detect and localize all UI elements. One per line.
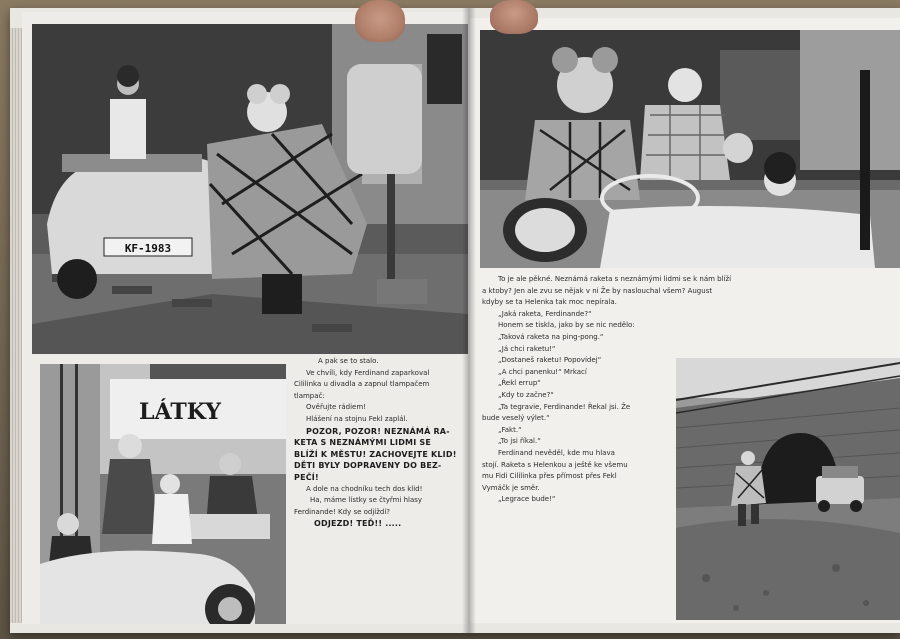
dialog-line: Ferdinand nevěděl, kde mu hlava bbox=[498, 448, 615, 457]
right-text-line: „Jaká raketa, Ferdinande?“ bbox=[498, 309, 592, 318]
right-text-line: Honem se tiskla, jako by se nic nedělo: bbox=[498, 321, 635, 330]
left-text-line-bold: BLÍŽÍ K MĚSTU! ZACHOVEJTE KLID! bbox=[294, 449, 457, 459]
right-page bbox=[470, 18, 900, 623]
photo-clown-car bbox=[32, 24, 468, 354]
right-text-top bbox=[482, 274, 898, 332]
page-edges bbox=[10, 28, 22, 623]
left-text-line: A pak se to stalo. bbox=[318, 357, 379, 365]
left-text-line: Ve chvíli, kdy Ferdinand zaparkoval bbox=[306, 368, 430, 377]
right-text-line: To je ale pěkné. Neznámá raketa s neznámými lidmi se k nám blíží bbox=[498, 275, 732, 283]
left-text-line: Ověřujte rádiem! bbox=[306, 403, 366, 412]
dialog-line: „Legrace bude!“ bbox=[498, 495, 556, 504]
shop-sign-text: LÁTKY bbox=[139, 399, 221, 425]
right-text-line: a ktoby? Jen ale zvu se nějak v ni Že by naslouchal všem? August bbox=[482, 286, 713, 295]
dialog-line: „A chci panenku!“ Mrkací bbox=[498, 367, 587, 376]
left-text-line-bold: DĚTI BYLY DOPRAVENY DO BEZ- bbox=[294, 461, 442, 471]
left-text-line: Cililinka u divadla a zapnul tlampačem bbox=[294, 380, 430, 389]
left-text-line: Hlášení na stojnu Fekl zaplál. bbox=[306, 414, 408, 423]
photo-clown-kids bbox=[480, 30, 900, 268]
right-text-dialog bbox=[482, 332, 674, 506]
dialog-line: Vymáčk je směr. bbox=[482, 483, 540, 492]
photo-group-car bbox=[40, 364, 286, 624]
dialog-line: bude veselý výlet.“ bbox=[482, 414, 550, 423]
dialog-line: „To jsi říkal.“ bbox=[498, 437, 541, 446]
open-book bbox=[10, 8, 900, 633]
left-text-line: A dole na chodníku tech dos klid! bbox=[306, 484, 423, 493]
dialog-line: „Kdy to začne?“ bbox=[498, 390, 554, 399]
license-plate-label: KF-1983 bbox=[124, 242, 172, 255]
dialog-line: mu Fidi Cililinka přes přímost přes Fekl bbox=[482, 472, 617, 481]
photo-tunnel bbox=[676, 358, 900, 620]
left-text-line: Ha, máme lístky se čtyřmi hlasy bbox=[310, 496, 423, 505]
left-text-line-bold: PEČÍ! bbox=[294, 472, 319, 482]
dialog-line: „Dostaneš raketu! Popovídej“ bbox=[498, 356, 602, 365]
left-text-line-bold: POZOR, POZOR! NEZNÁMÁ RA- bbox=[306, 426, 450, 436]
left-page bbox=[22, 12, 468, 624]
left-text-line: tlampač: bbox=[294, 391, 325, 400]
right-text-line: kdyby se ta Helenka tak moc nepírala. bbox=[482, 298, 617, 307]
dialog-line: „Já chci raketu!“ bbox=[498, 344, 556, 353]
dialog-line: „Ta tegravie, Ferdinande! Řekal jsi. Že bbox=[498, 402, 631, 411]
dialog-line: „Fakt.“ bbox=[498, 425, 522, 434]
thumb-right bbox=[490, 0, 538, 34]
dialog-line: stojí. Raketa s Helenkou a ještě ke všemu bbox=[482, 460, 628, 469]
thumb-left bbox=[355, 0, 405, 42]
book-gutter bbox=[462, 8, 476, 633]
left-text-line-bold: ODJEZD! TEĎ!! ..... bbox=[314, 519, 402, 529]
left-text-column bbox=[294, 356, 466, 530]
dialog-line: „Řekl errup“ bbox=[498, 379, 541, 388]
dialog-line: „Taková raketa na ping-pong.“ bbox=[498, 333, 604, 341]
left-text-line-bold: KETA S NEZNÁMÝMI LIDMI SE bbox=[294, 438, 432, 448]
left-text-line: Ferdinande! Kdy se odjíždí? bbox=[294, 507, 391, 516]
